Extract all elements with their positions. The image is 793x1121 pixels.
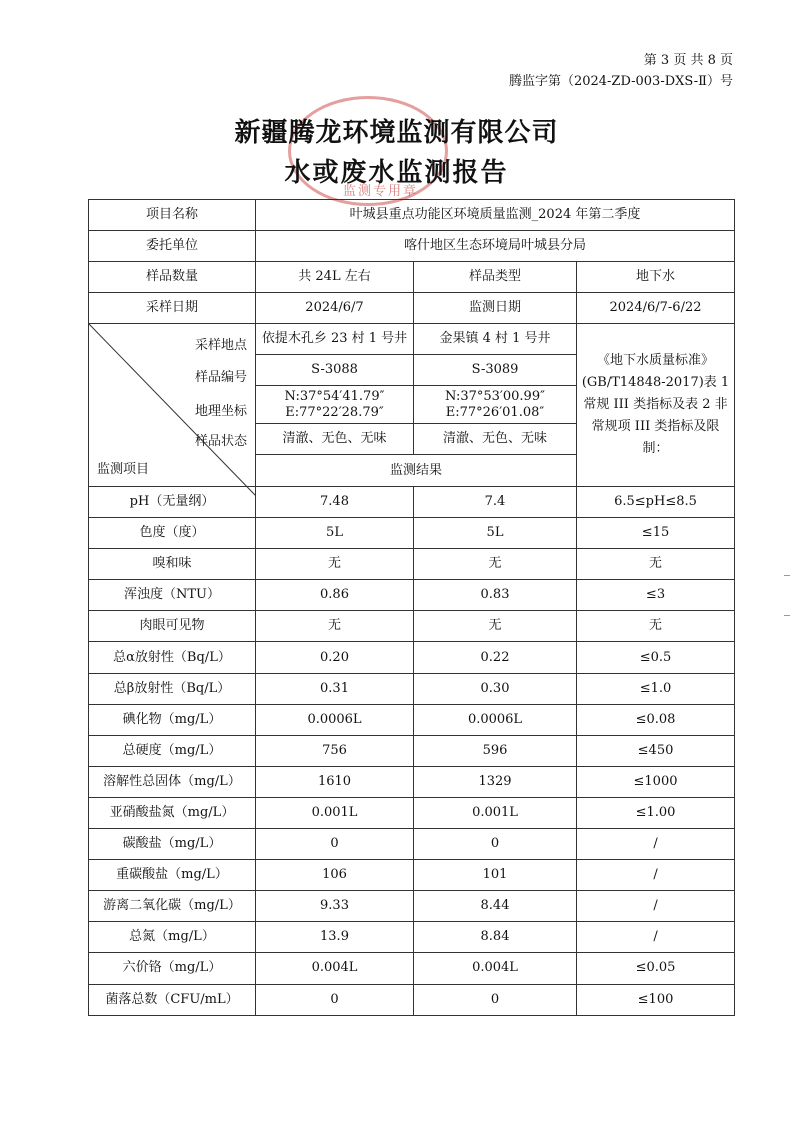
project-value: 叶城县重点功能区环境质量监测_2024 年第二季度 <box>256 200 735 231</box>
cell-s2: 0 <box>414 984 577 1015</box>
cell-limit: 无 <box>577 549 735 580</box>
table-row <box>89 735 735 766</box>
cell-item: 亚硝酸盐氮（mg/L） <box>89 797 256 828</box>
sampling-date-value: 2024/6/7 <box>256 293 414 324</box>
table-row <box>89 766 735 797</box>
client-label: 委托单位 <box>89 231 256 262</box>
cell-s1: 0 <box>256 829 414 860</box>
sample1-location: 依提木孔乡 23 村 1 号井 <box>256 324 414 355</box>
margin-mark <box>784 575 790 576</box>
table-row <box>89 953 735 984</box>
quantity-value: 共 24L 左右 <box>256 262 414 293</box>
cell-s2: 1329 <box>414 766 577 797</box>
cell-limit: ≤1.00 <box>577 797 735 828</box>
cell-limit: ≤100 <box>577 984 735 1015</box>
quantity-label: 样品数量 <box>89 262 256 293</box>
cell-s1: 0.001L <box>256 797 414 828</box>
cell-limit: ≤1.0 <box>577 673 735 704</box>
cell-s1: 0.31 <box>256 673 414 704</box>
cell-limit: / <box>577 860 735 891</box>
cell-s2: 8.84 <box>414 922 577 953</box>
table-row <box>89 549 735 580</box>
sample-type-value: 地下水 <box>577 262 735 293</box>
cell-limit: ≤0.08 <box>577 704 735 735</box>
state-label: 样品状态 <box>194 434 247 449</box>
sample2-location: 金果镇 4 村 1 号井 <box>414 324 577 355</box>
cell-s2: 0.83 <box>414 580 577 611</box>
cell-item: 总硬度（mg/L） <box>89 735 256 766</box>
report-table <box>88 199 735 1016</box>
sample2-lat: N:37°53′00.99″ <box>445 388 545 404</box>
cell-s1: 13.9 <box>256 922 414 953</box>
table-row <box>89 673 735 704</box>
client-value: 喀什地区生态环境局叶城县分局 <box>256 231 735 262</box>
monitor-date-value: 2024/6/7-6/22 <box>577 293 735 324</box>
table-row <box>89 611 735 642</box>
sample1-lat: N:37°54′41.79″ <box>284 388 385 404</box>
company-title: 新疆腾龙环境监测有限公司 <box>234 118 559 148</box>
cell-item: 色度（度） <box>89 518 256 549</box>
project-label: 项目名称 <box>89 200 256 231</box>
cell-s1: 0.0006L <box>256 704 414 735</box>
seal-text: 监测专用章 <box>343 184 419 199</box>
cell-item: 总氮（mg/L） <box>89 922 256 953</box>
page-info: 第 3 页 共 8 页 <box>643 53 733 68</box>
cell-item: 浑浊度（NTU） <box>89 580 256 611</box>
cell-item: 溶解性总固体（mg/L） <box>89 766 256 797</box>
results-body <box>89 487 735 1016</box>
cell-limit: ≤3 <box>577 580 735 611</box>
cell-item: pH（无量纲） <box>89 487 256 518</box>
cell-limit: / <box>577 891 735 922</box>
cell-s1: 5L <box>256 518 414 549</box>
cell-limit: ≤0.5 <box>577 642 735 673</box>
sample-id-label: 样品编号 <box>194 370 247 385</box>
cell-item: 六价铬（mg/L） <box>89 953 256 984</box>
sample-type-label: 样品类型 <box>414 262 577 293</box>
cell-s1: 0.86 <box>256 580 414 611</box>
cell-item: 总α放射性（Bq/L） <box>89 642 256 673</box>
margin-mark <box>784 615 790 616</box>
cell-s2: 596 <box>414 735 577 766</box>
diagonal-header-cell <box>89 324 256 487</box>
cell-item: 重碳酸盐（mg/L） <box>89 860 256 891</box>
cell-item: 菌落总数（CFU/mL） <box>89 984 256 1015</box>
cell-item: 总β放射性（Bq/L） <box>89 673 256 704</box>
cell-s1: 756 <box>256 735 414 766</box>
cell-limit: 无 <box>577 611 735 642</box>
sample2-id: S-3089 <box>414 355 577 386</box>
report-number: 腾监字第（2024-ZD-003-DXS-Ⅱ）号 <box>508 74 733 89</box>
cell-s1: 无 <box>256 549 414 580</box>
report-title: 水或废水监测报告 <box>284 158 509 188</box>
cell-s2: 无 <box>414 549 577 580</box>
coordinate-label: 地理坐标 <box>194 404 247 419</box>
cell-s2: 7.4 <box>414 487 577 518</box>
cell-limit: ≤450 <box>577 735 735 766</box>
table-row <box>89 860 735 891</box>
sampling-date-label: 采样日期 <box>89 293 256 324</box>
cell-s1: 1610 <box>256 766 414 797</box>
cell-item: 碘化物（mg/L） <box>89 704 256 735</box>
table-row <box>89 984 735 1015</box>
cell-s1: 106 <box>256 860 414 891</box>
cell-s2: 101 <box>414 860 577 891</box>
sample1-state: 清澈、无色、无味 <box>256 424 414 455</box>
table-row <box>89 797 735 828</box>
item-label: 监测项目 <box>97 462 150 477</box>
cell-s1: 7.48 <box>256 487 414 518</box>
sample1-coordinates <box>256 386 414 424</box>
cell-limit: ≤15 <box>577 518 735 549</box>
table-row <box>89 642 735 673</box>
result-label: 监测结果 <box>256 455 577 487</box>
table-row <box>89 829 735 860</box>
cell-s2: 0.30 <box>414 673 577 704</box>
cell-s2: 无 <box>414 611 577 642</box>
table-row <box>89 891 735 922</box>
cell-limit: 6.5≤pH≤8.5 <box>577 487 735 518</box>
table-row <box>89 922 735 953</box>
cell-limit: ≤1000 <box>577 766 735 797</box>
table-row <box>89 704 735 735</box>
sample2-coordinates <box>414 386 577 424</box>
cell-s2: 0.0006L <box>414 704 577 735</box>
cell-item: 肉眼可见物 <box>89 611 256 642</box>
table-row <box>89 518 735 549</box>
cell-s1: 0.004L <box>256 953 414 984</box>
cell-limit: / <box>577 829 735 860</box>
standard-cell: 《地下水质量标准》(GB/T14848-2017)表 1 常规 III 类指标及表 2 非常规项 III 类指标及限制： <box>577 324 735 487</box>
cell-limit: / <box>577 922 735 953</box>
cell-s2: 0 <box>414 829 577 860</box>
cell-s1: 9.33 <box>256 891 414 922</box>
table-row <box>89 580 735 611</box>
cell-s1: 0.20 <box>256 642 414 673</box>
cell-s2: 0.004L <box>414 953 577 984</box>
sample1-id: S-3088 <box>256 355 414 386</box>
cell-s2: 5L <box>414 518 577 549</box>
sample2-lon: E:77°26′01.08″ <box>445 404 545 420</box>
cell-s1: 无 <box>256 611 414 642</box>
location-label: 采样地点 <box>194 338 247 353</box>
sample2-state: 清澈、无色、无味 <box>414 424 577 455</box>
sample1-lon: E:77°22′28.79″ <box>285 404 384 420</box>
cell-s2: 0.22 <box>414 642 577 673</box>
monitor-date-label: 监测日期 <box>414 293 577 324</box>
cell-s2: 8.44 <box>414 891 577 922</box>
cell-item: 游离二氧化碳（mg/L） <box>89 891 256 922</box>
cell-item: 嗅和味 <box>89 549 256 580</box>
page-header <box>509 50 733 92</box>
cell-s2: 0.001L <box>414 797 577 828</box>
cell-s1: 0 <box>256 984 414 1015</box>
cell-item: 碳酸盐（mg/L） <box>89 829 256 860</box>
cell-limit: ≤0.05 <box>577 953 735 984</box>
